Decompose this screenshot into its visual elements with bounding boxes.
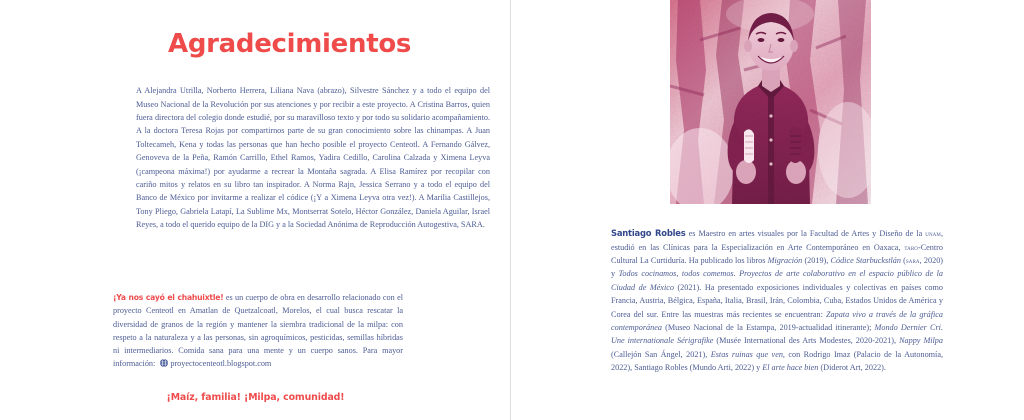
bio-text-11: , con Rodrigo Imaz (Palacio de la Autonomía, 2022), Santiago Robles (Mundo Arti, 2022) y: [611, 349, 943, 373]
bio-text-8: (Museo Nacional de la Estampa, 2019-actualidad itinerante);: [661, 323, 875, 333]
author-portrait: [670, 0, 871, 204]
slogan: ¡Maíz, familia! ¡Milpa, comunidad!: [166, 392, 345, 403]
bio-text-6: , 2020) y: [611, 256, 944, 279]
bio-text-5: (: [900, 256, 906, 265]
exhibit-title-zapata: Zapata vivo a través de la gráfica contemporánea: [611, 309, 943, 333]
bio-text-10: (Callejón San Ángel, 2021),: [611, 349, 711, 359]
bio-sara: sara: [905, 256, 920, 265]
bio-text-2: , estudió en las Clínicas para la Especialización en Arte Contemporáneo en Oaxaca,: [611, 229, 943, 252]
bio-taro: taro: [904, 242, 918, 252]
project-note-link[interactable]: proyectocenteotl.blogspot.com: [170, 359, 272, 369]
book-title-todos: Todos cocinamos, todos comemos. Proyectos de arte colaborativo en el espacio público de la Ciudad de México: [611, 269, 944, 292]
bio-unam: unam: [925, 229, 941, 239]
project-note-body: es un cuerpo de obra en desarrollo relacionado con el proyecto Centeotl en Amatlan de Quetzalcoatl, Morelos, el cual busca rescatar la diversidad de granos de la región y mantener la siembra tradicional de la milpa: con respeto a la naturaleza y a las personas, sin agroquímicos, pesticidas, semillas híbridas ni intermediarios. Comida sana para una mente y un cuerpo sanos. Para mayor información:: [113, 293, 403, 369]
exhibit-title-estas: Estas ruinas que ven: [710, 349, 783, 359]
book-title-migracion: Migración: [767, 256, 803, 265]
author-name: Santiago Robles: [611, 228, 686, 239]
globe-icon: [160, 358, 168, 366]
bio-text-4: (2019),: [802, 256, 831, 265]
bio-text-7: (2021). Ha presentado exposiciones individuales y colectivas en países como Francia, Austria, Bélgica, España, Italia, Brasil, Irán, Colombia, Cuba, Estados Unidos de América y Corea del sur. Entre las muestras más recientes se encuentran:: [611, 282, 943, 319]
right-page: [511, 0, 1024, 420]
left-page: [0, 0, 511, 420]
author-bio: [611, 227, 943, 374]
bio-text-12: (Diderot Art, 2022).: [818, 363, 886, 373]
exhibit-title-elarte: El arte hace bien: [762, 363, 819, 373]
bio-text-9: (Musée International des Arts Modestes, 2020-2021),: [713, 336, 900, 346]
project-note-lead: ¡Ya nos cayó el chahuixtle!: [113, 293, 224, 303]
book-title-codice: Códice Starbuckstlán: [830, 256, 901, 265]
exhibit-title-mondo: Mondo Dernier Cri. Une internationale Sérigrafike: [611, 323, 943, 346]
acknowledgements-body: A Alejandra Utrilla, Norberto Herrera, Liliana Nava (abrazo), Silvestre Sánchez y a todo el equipo del Museo Nacional de la Revolución por sus atenciones y por recibir a este proyecto. A Cristina Barros, quien fuera directora del colegio donde estudié, por su maravilloso texto y por todo su solidario acompañamiento. A la doctora Teresa Rojas por compartirnos parte de su gran conocimiento sobre las chinampas. A Juan Toltecameh, Kena y todas las personas que han hecho posible el proyecto Centeotl. A Fernando Gálvez, Genoveva de la Peña, Ramón Carrillo, Ethel Ramos, Yadira Cedillo, Carolina Calzada y Ximena Leyva (¡campeona máxima!) por ayudarme a recrear la Montaña sagrada. A Elisa Ramírez por recopilar con cariño mitos y relatos en su libro tan inspirador. A Norma Rajn, Jessica Serrano y a todo el equipo del Banco de México por invitarme a realizar el códice (¡Y a Ximena Leyva otra vez!). A Marilia Castillejos, Tony Pliego, Gabriela Latapí, La Sublime Mx, Montserrat Sotelo, Héctor González, Daniela Aguilar, Israel Reyes, a todo el querido equipo de la DIG y a la Sociedad Anónima de Reproducción Autogestiva, SARA.: [136, 86, 490, 230]
exhibit-title-nappy: Nappy Milpa: [899, 336, 943, 346]
acknowledgements-title: Agradecimientos: [168, 29, 412, 60]
bio-text-1: es Maestro en artes visuales por la Facultad de Artes y Diseño de la: [685, 229, 926, 239]
bio-text-3: -Centro Cultural La Curtiduría. Ha publicado los libros: [611, 242, 943, 265]
project-note: [113, 291, 403, 370]
